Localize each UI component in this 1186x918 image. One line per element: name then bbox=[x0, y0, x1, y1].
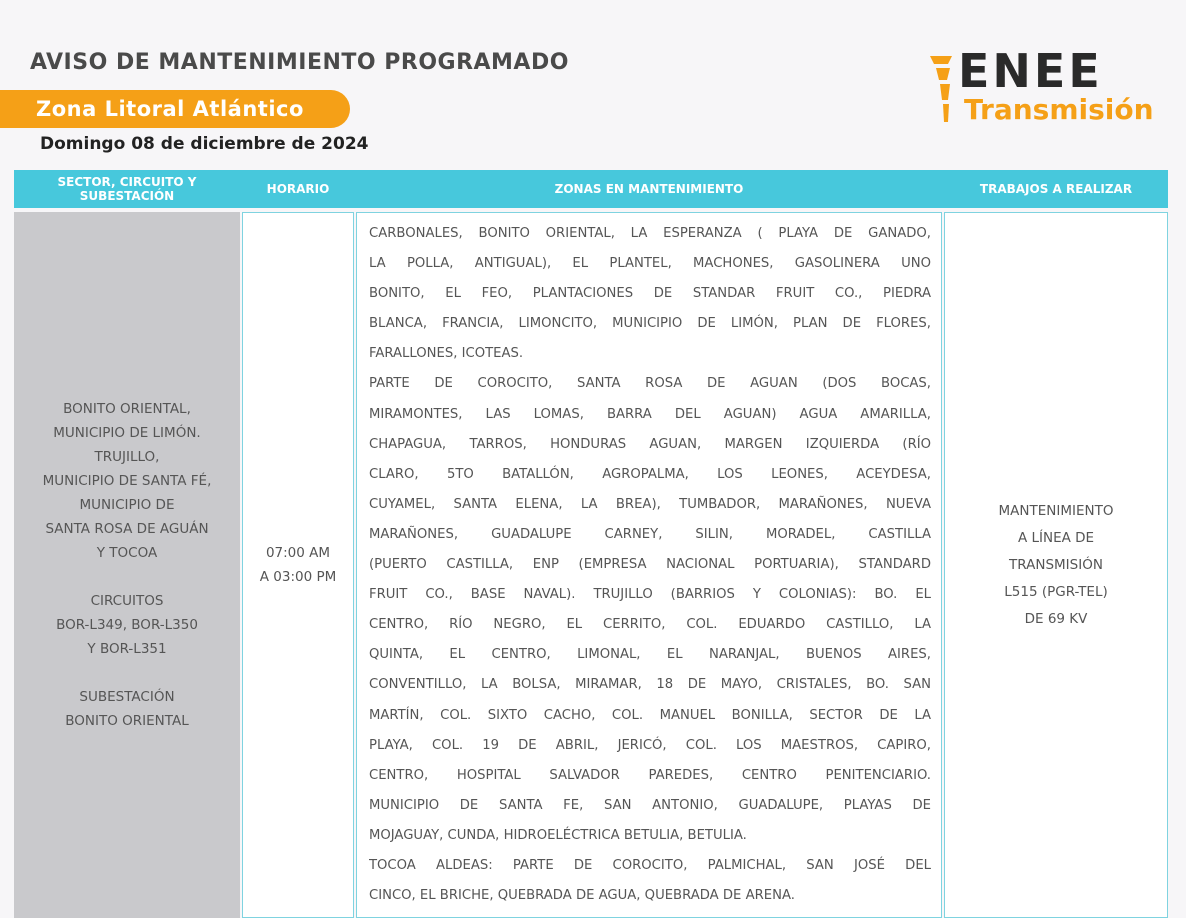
trabajos-line: TRANSMISIÓN bbox=[1009, 556, 1103, 573]
zonas-line: CENTRO, HOSPITAL SALVADOR PAREDES, CENTRO PENITENCIARIO. bbox=[369, 767, 931, 783]
zonas-line: CINCO, EL BRICHE, QUEBRADA DE AGUA, QUEBRADA DE ARENA. bbox=[369, 888, 795, 904]
trabajos-line: MANTENIMIENTO bbox=[998, 502, 1114, 519]
maintenance-date: Domingo 08 de diciembre de 2024 bbox=[40, 134, 369, 154]
zonas-line: FRUIT CO., BASE NAVAL). TRUJILLO (BARRIOS Y COLONIAS): BO. EL bbox=[369, 587, 931, 603]
table-header bbox=[14, 170, 1168, 208]
zone-banner: Zona Litoral Atlántico bbox=[0, 90, 350, 128]
zonas-line: CENTRO, RÍO NEGRO, EL CERRITO, COL. EDUARDO CASTILLO, LA bbox=[369, 617, 931, 633]
trabajos-line: A LÍNEA DE bbox=[1017, 529, 1095, 546]
zonas-line: PLAYA, COL. 19 DE ABRIL, JERICÓ, COL. LOS MAESTROS, CAPIRO, bbox=[369, 737, 931, 753]
zonas-line: MARAÑONES, GUADALUPE CARNEY, SILIN, MORADEL, CASTILLA bbox=[369, 526, 931, 542]
sector-line: Y BOR-L351 bbox=[87, 641, 167, 657]
cell-horario bbox=[242, 212, 354, 918]
logo-wordmark: ENEE bbox=[958, 44, 1103, 98]
zonas-line: MIRAMONTES, LAS LOMAS, BARRA DEL AGUAN) AGUA AMARILLA, bbox=[369, 406, 931, 422]
zonas-line: MOJAGUAY, CUNDA, HIDROELÉCTRICA BETULIA, BETULIA. bbox=[369, 827, 747, 843]
zonas-line: PARTE DE COROCITO, SANTA ROSA DE AGUAN (DOS BOCAS, bbox=[369, 376, 931, 392]
cell-zonas bbox=[356, 212, 942, 918]
sector-line: Y TOCOA bbox=[96, 545, 158, 561]
sector-line: MUNICIPIO DE LIMÓN. bbox=[53, 425, 201, 441]
horario-line: A 03:00 PM bbox=[259, 569, 337, 585]
zonas-line: CLARO, 5TO BATALLÓN, AGROPALMA, LOS LEONES, ACEYDESA, bbox=[369, 466, 931, 482]
sector-line: BOR-L349, BOR-L350 bbox=[56, 617, 198, 633]
zonas-line: CUYAMEL, SANTA ELENA, LA BREA), TUMBADOR, MARAÑONES, NUEVA bbox=[369, 496, 931, 512]
sector-line: MUNICIPIO DE SANTA FÉ, bbox=[42, 473, 212, 489]
zonas-line: FARALLONES, ICOTEAS. bbox=[369, 346, 524, 362]
sector-line: SUBESTACIÓN bbox=[79, 689, 175, 705]
zonas-line: QUINTA, EL CENTRO, LIMONAL, EL NARANJAL, BUENOS AIRES, bbox=[369, 647, 931, 663]
cell-trabajos bbox=[944, 212, 1168, 918]
zonas-line: CHAPAGUA, TARROS, HONDURAS AGUAN, MARGEN IZQUIERDA (RÍO bbox=[369, 436, 931, 452]
header-trabajos: TRABAJOS A REALIZAR bbox=[979, 182, 1133, 196]
maintenance-table bbox=[14, 170, 1168, 918]
header-zonas: ZONAS EN MANTENIMIENTO bbox=[554, 182, 744, 196]
zonas-line: (PUERTO CASTILLA, ENP (EMPRESA NACIONAL PORTUARIA), STANDARD bbox=[369, 557, 931, 573]
cell-sector bbox=[14, 212, 240, 918]
sector-line: BONITO ORIENTAL bbox=[65, 713, 189, 729]
zonas-line: CARBONALES, BONITO ORIENTAL, LA ESPERANZA ( PLAYA DE GANADO, bbox=[369, 226, 931, 241]
zonas-line: CONVENTILLO, LA BOLSA, MIRAMAR, 18 DE MAYO, CRISTALES, BO. SAN bbox=[369, 677, 931, 693]
sector-line: CIRCUITOS bbox=[90, 593, 164, 609]
page-title: AVISO DE MANTENIMIENTO PROGRAMADO bbox=[30, 50, 569, 75]
sector-line: TRUJILLO, bbox=[94, 449, 160, 465]
logo-subtitle: Transmisión bbox=[964, 93, 1154, 126]
zonas-line: BONITO, EL FEO, PLANTACIONES DE STANDAR FRUIT CO., PIEDRA bbox=[369, 286, 931, 302]
zonas-line: TOCOA ALDEAS: PARTE DE COROCITO, PALMICHAL, SAN JOSÉ DEL bbox=[369, 857, 931, 873]
logo-mark-icon bbox=[930, 52, 954, 124]
zonas-line: MUNICIPIO DE SANTA FE, SAN ANTONIO, GUADALUPE, PLAYAS DE bbox=[369, 797, 931, 813]
zonas-line: LA POLLA, ANTIGUAL), EL PLANTEL, MACHONES, GASOLINERA UNO bbox=[369, 256, 931, 272]
sector-line: SANTA ROSA DE AGUÁN bbox=[45, 521, 209, 537]
trabajos-line: DE 69 KV bbox=[1024, 610, 1088, 627]
horario-line: 07:00 AM bbox=[265, 545, 331, 561]
zonas-line: MARTÍN, COL. SIXTO CACHO, COL. MANUEL BONILLA, SECTOR DE LA bbox=[369, 707, 931, 723]
sector-line: BONITO ORIENTAL, bbox=[63, 401, 191, 417]
zonas-line: BLANCA, FRANCIA, LIMONCITO, MUNICIPIO DE LIMÓN, PLAN DE FLORES, bbox=[369, 316, 931, 332]
sector-line: MUNICIPIO DE bbox=[79, 497, 175, 513]
header-horario: HORARIO bbox=[266, 182, 330, 196]
trabajos-line: L515 (PGR-TEL) bbox=[1004, 583, 1108, 600]
enee-logo bbox=[930, 44, 1160, 130]
header-sector: SECTOR, CIRCUITO Y SUBESTACIÓN bbox=[57, 175, 197, 203]
